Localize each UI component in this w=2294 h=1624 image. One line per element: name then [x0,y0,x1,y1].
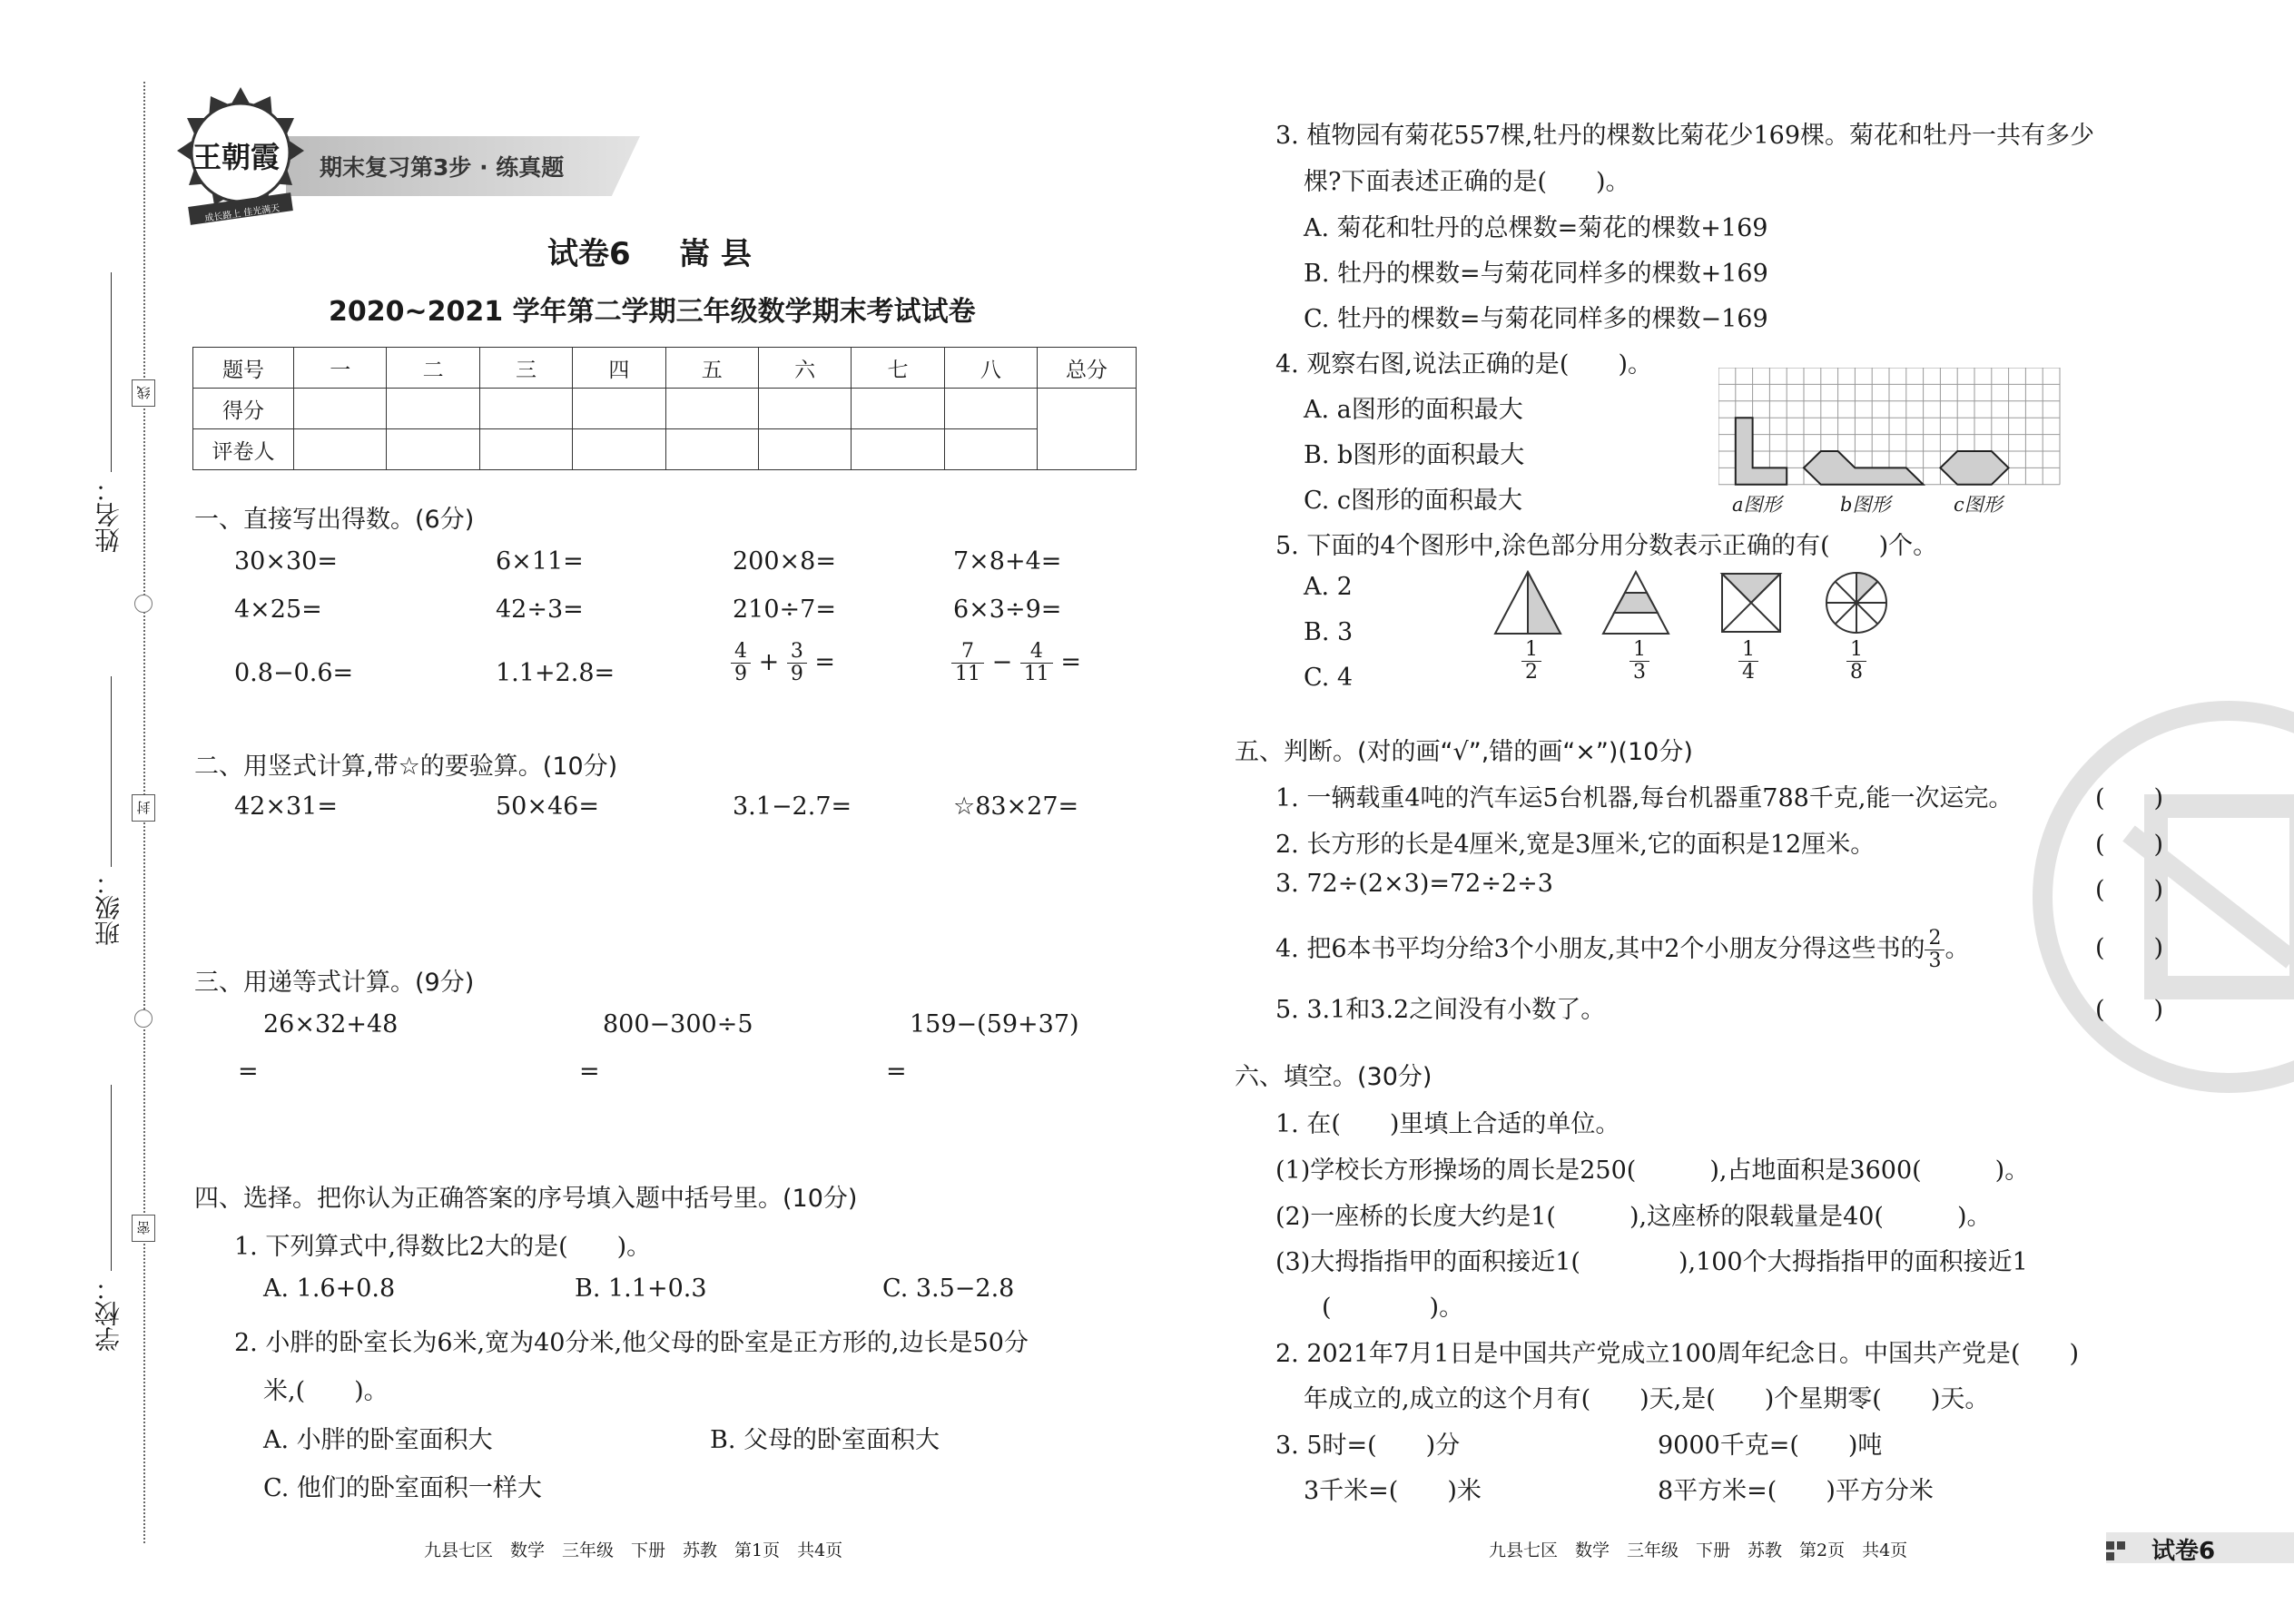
column-header: 八 [944,348,1037,389]
grader-cell[interactable] [944,429,1037,470]
school-blank[interactable] [111,1085,112,1271]
answer-paren[interactable]: ( ) [2095,784,2164,812]
choice-question-1: 1. 下列算式中,得数比2大的是( )。 [234,1233,652,1261]
oral-item: 6×11= [496,547,584,576]
answer-paren[interactable]: ( ) [2095,876,2164,904]
name-label: 姓名： [94,477,123,553]
score-cell[interactable] [758,389,851,429]
choice-option: A. a图形的面积最大 [1304,396,1523,424]
oral-item: 7×8+4= [953,547,1062,576]
choice-option: C. c图形的面积最大 [1304,487,1522,515]
grader-cell[interactable] [387,429,479,470]
choice-option: B. 牡丹的棵数=与菊花同样多的棵数+169 [1304,260,1768,288]
shaded-figures [1493,570,1893,639]
oral-item: 210÷7= [733,595,836,624]
equals-sign: = [886,1058,907,1086]
equals-sign: = [238,1058,259,1086]
figure-fraction: $\frac{1}{2}$ [1521,639,1541,684]
section-3-title: 三、用递等式计算。(9分) [194,969,475,997]
choice-question-3-cont: 棵?下面表述正确的是( )。 [1304,168,1630,196]
fill-item: 8平方米=( )平方分米 [1658,1477,1934,1505]
answer-paren[interactable]: ( ) [2095,934,2164,962]
choice-option: A. 2 [1304,573,1353,601]
answer-paren[interactable]: ( ) [2095,831,2164,859]
choice-question-2: 2. 小胖的卧室长为6米,宽为40分米,他父母的卧室是正方形的,边长是50分 [234,1329,1029,1357]
choice-option: B. 1.1+0.3 [575,1275,707,1303]
choice-option: A. 1.6+0.8 [263,1275,396,1303]
vertical-calc-item: ☆83×27= [953,792,1079,821]
choice-question-4: 4. 观察右图,说法正确的是( )。 [1275,350,1652,379]
grader-cell[interactable] [294,429,387,470]
dots-icon [2106,1540,2126,1560]
footer-right: 九县七区 数学 三年级 下册 苏教 第2页 共4页 [1489,1540,1908,1560]
grid-shapes-figure [1718,368,2063,486]
choice-option: C. 他们的卧室面积一样大 [263,1474,542,1502]
stepwise-item: 26×32+48 [263,1010,399,1038]
grader-row [193,429,1137,470]
banner-text: 期末复习第3步 · 练真题 [320,154,565,181]
score-cell[interactable] [573,389,665,429]
score-cell[interactable] [294,389,387,429]
binding-box-secret: 密 [132,1215,155,1242]
shape-label-b: b图形 [1840,494,1891,516]
choice-option: A. 菊花和牡丹的总棵数=菊花的棵数+169 [1304,214,1768,242]
fill-item: (2)一座桥的长度大约是1( ),这座桥的限载量是40( )。 [1275,1203,1992,1231]
fill-item-cont: ( )。 [1322,1294,1464,1322]
page-subtitle: 2020~2021 学年第二学期三年级数学期末考试试卷 [329,296,976,328]
section-4-title: 四、选择。把你认为正确答案的序号填入题中括号里。(10分) [194,1185,858,1213]
row-label: 评卷人 [193,429,294,470]
oral-item: 1.1+2.8= [496,659,615,687]
oral-item: 0.8−0.6= [234,659,354,687]
class-label: 班级： [94,870,123,946]
grader-cell[interactable] [573,429,665,470]
fraction-expression-a: $\frac{4}{9}$ + $\frac{3}{9}$ = [731,641,835,685]
grader-cell[interactable] [852,429,944,470]
oral-item: 30×30= [234,547,338,576]
vertical-calc-item: 3.1−2.7= [733,792,852,821]
score-cell[interactable] [479,389,572,429]
section-5-title: 五、判断。(对的画“√”,错的画“×”)(10分) [1235,738,1693,766]
choice-option: B. 3 [1304,618,1354,646]
shape-label-c: c图形 [1954,494,2003,516]
score-table [192,347,1137,470]
fill-item: 3千米=( )米 [1304,1477,1482,1505]
column-header: 七 [852,348,944,389]
choice-option: C. 4 [1304,664,1354,692]
county-name: 嵩 县 [679,236,752,272]
fill-item: (1)学校长方形操场的周长是250( ),占地面积是3600( )。 [1275,1156,2030,1185]
fill-question-2: 2. 2021年7月1日是中国共产党成立100周年纪念日。中国共产党是( ) [1275,1340,2080,1368]
choice-option: B. b图形的面积最大 [1304,441,1525,469]
oral-item: 6×3÷9= [953,595,1062,624]
choice-question-3: 3. 植物园有菊花557棵,牡丹的棵数比菊花少169棵。菊花和牡丹一共有多少 [1275,122,2094,150]
vertical-calc-item: 50×46= [496,792,599,821]
total-score-cell[interactable] [1038,389,1137,470]
fill-question-1: 1. 在( )里填上合适的单位。 [1275,1110,1620,1138]
equals-sign: = [579,1058,600,1086]
shape-label-a: a图形 [1732,494,1782,516]
column-header: 三 [479,348,572,389]
column-header: 六 [758,348,851,389]
section-2-title: 二、用竖式计算,带☆的要验算。(10分) [194,753,618,781]
fill-question-2-cont: 年成立的,成立的这个月有( )天,是( )个星期零( )天。 [1304,1385,1990,1413]
score-cell[interactable] [387,389,479,429]
judge-item: 1. 一辆载重4吨的汽车运5台机器,每台机器重788千克,能一次运完。 [1275,784,2013,812]
choice-option: C. 牡丹的棵数=与菊花同样多的棵数−169 [1304,305,1768,333]
oral-item: 42÷3= [496,595,584,624]
shape-c [1940,451,2008,485]
binding-hole [134,1009,153,1028]
binding-hole [134,595,153,613]
logo-text: 王朝霞 [192,140,281,174]
choice-option: A. 小胖的卧室面积大 [263,1426,493,1454]
score-row [193,389,1137,429]
choice-question-5: 5. 下面的4个图形中,涂色部分用分数表示正确的有( )个。 [1275,532,1938,560]
school-label: 学校： [94,1275,123,1352]
choice-question-2-cont: 米,( )。 [263,1377,389,1405]
fill-item: (3)大拇指指甲的面积接近1( ),100个大拇指指甲的面积接近1 [1275,1248,2028,1276]
choice-option: B. 父母的卧室面积大 [710,1426,940,1454]
row-label: 得分 [193,389,294,429]
column-header: 总分 [1038,348,1137,389]
stepwise-item: 159−(59+37) [910,1010,1079,1038]
figure-fraction: $\frac{1}{4}$ [1738,639,1758,684]
row-label: 题号 [193,348,294,389]
column-header: 四 [573,348,665,389]
footer-left: 九县七区 数学 三年级 下册 苏教 第1页 共4页 [424,1540,843,1560]
grader-cell[interactable] [665,429,758,470]
score-table-header-row [193,348,1137,389]
column-header: 二 [387,348,479,389]
judge-item: 5. 3.1和3.2之间没有小数了。 [1275,996,1606,1024]
score-cell[interactable] [665,389,758,429]
figure-fraction: $\frac{1}{8}$ [1846,639,1866,684]
fill-item: 9000千克=( )吨 [1658,1432,1883,1460]
grader-cell[interactable] [758,429,851,470]
column-header: 五 [665,348,758,389]
vertical-calc-item: 42×31= [234,792,338,821]
paper-number: 试卷6 [547,236,631,272]
fill-item: 3. 5时=( )分 [1275,1432,1461,1460]
answer-paren[interactable]: ( ) [2095,996,2164,1024]
oral-item: 200×8= [733,547,836,576]
section-6-title: 六、填空。(30分) [1235,1063,1433,1091]
column-header: 一 [294,348,387,389]
fraction-expression-b: $\frac{7}{11}$ − $\frac{4}{11}$ = [951,641,1081,685]
binding-box-line: 线 [132,379,155,407]
score-cell[interactable] [944,389,1037,429]
score-cell[interactable] [852,389,944,429]
choice-option: C. 3.5−2.8 [882,1275,1015,1303]
footer-tag: 试卷6 [2151,1538,2216,1565]
judge-item: 2. 长方形的长是4厘米,宽是3厘米,它的面积是12厘米。 [1275,831,1876,859]
stepwise-item: 800−300÷5 [603,1010,753,1038]
grader-cell[interactable] [479,429,572,470]
binding-box-seal: 封 [132,794,155,822]
oral-item: 4×25= [234,595,322,624]
name-blank[interactable] [111,272,112,472]
section-1-title: 一、直接写出得数。(6分) [194,506,475,534]
judge-item: 4. 把6本书平均分给3个小朋友,其中2个小朋友分得这些书的 $\frac{2}{3}$ 。 [1275,927,1970,973]
judge-item: 3. 72÷(2×3)=72÷2÷3 [1275,870,1553,898]
figure-fraction: $\frac{1}{3}$ [1629,639,1649,684]
logo-subtext: 成长路上 佳光满天 [203,203,281,224]
shape-b [1804,451,1924,485]
class-blank[interactable] [111,676,112,867]
